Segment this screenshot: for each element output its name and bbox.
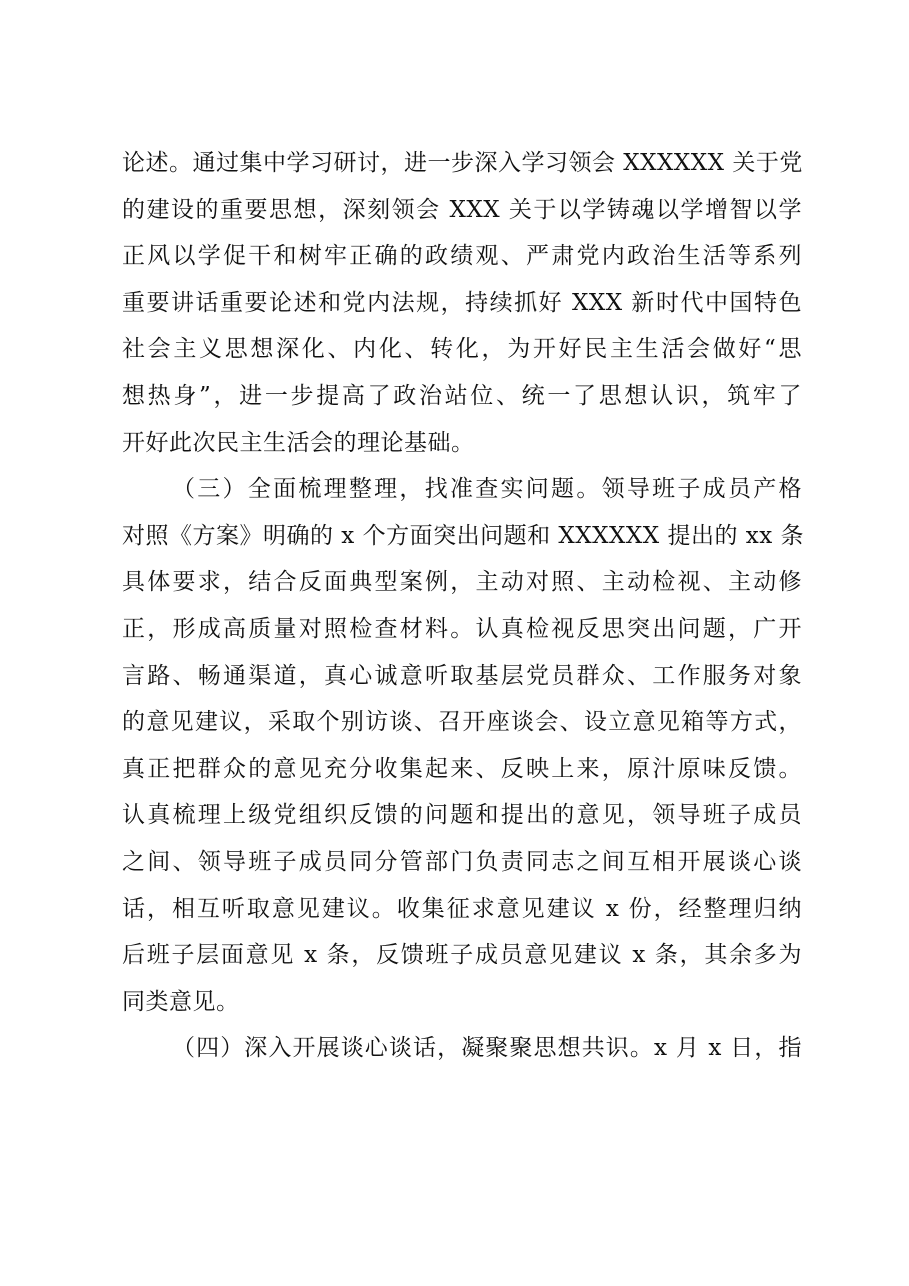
document-body — [122, 140, 805, 1072]
text-line: 正风以学促干和树牢正确的政绩观、严肃党内政治生活等系列 — [122, 243, 802, 270]
section-heading-line: （三）全面梳理整理，找准查实问题。领导班子成员产格 — [172, 476, 802, 503]
text-line: 对照《方案》明确的 x 个方面突出问题和 XXXXXX 提出的 xx 条 — [122, 522, 805, 549]
text-line: 社会主义思想深化、内化、转化，为开好民主生活会做好“思 — [122, 336, 802, 363]
text-line: 正，形成高质量对照检查材料。认真检视反思突出问题，广开 — [122, 615, 802, 642]
text-line: 重要讲话重要论述和党内法规，持续抓好 XXX 新时代中国特色 — [122, 289, 802, 316]
text-line: 认真梳理上级党组织反馈的问题和提出的意见，领导班子成员 — [122, 802, 802, 829]
text-line: 的意见建议，采取个别访谈、召开座谈会、设立意见箱等方式， — [122, 709, 802, 736]
text-line: 话，相互听取意见建议。收集征求意见建议 x 份，经整理归纳 — [122, 895, 802, 922]
section-heading-line: （四）深入开展谈心谈话，凝聚聚思想共识。x 月 x 日，指 — [172, 1035, 802, 1062]
text-line: 言路、畅通渠道，真心诚意听取基层党员群众、工作服务对象 — [122, 662, 802, 689]
text-line: 想热身”，进一步提高了政治站位、统一了思想认识，筑牢了 — [122, 382, 802, 409]
text-line: 同类意见。 — [122, 988, 240, 1015]
text-line: 论述。通过集中学习研讨，进一步深入学习领会 XXXXXX 关于党 — [122, 150, 803, 176]
text-line: 开好此次民主生活会的理论基础。 — [122, 429, 475, 456]
text-line: 之间、领导班子成员同分管部门负责同志之间互相开展谈心谈 — [122, 848, 802, 875]
text-line: 后班子层面意见 x 条，反馈班子成员意见建议 x 条，其余多为 — [122, 942, 802, 969]
text-line: 具体要求，结合反面典型案例，主动对照、主动检视、主动修 — [122, 569, 802, 596]
text-line: 的建设的重要思想，深刻领会 XXX 关于以学铸魂以学增智以学 — [122, 196, 802, 223]
text-line: 真正把群众的意见充分收集起来、反映上来，原汁原味反馈。 — [122, 755, 802, 782]
